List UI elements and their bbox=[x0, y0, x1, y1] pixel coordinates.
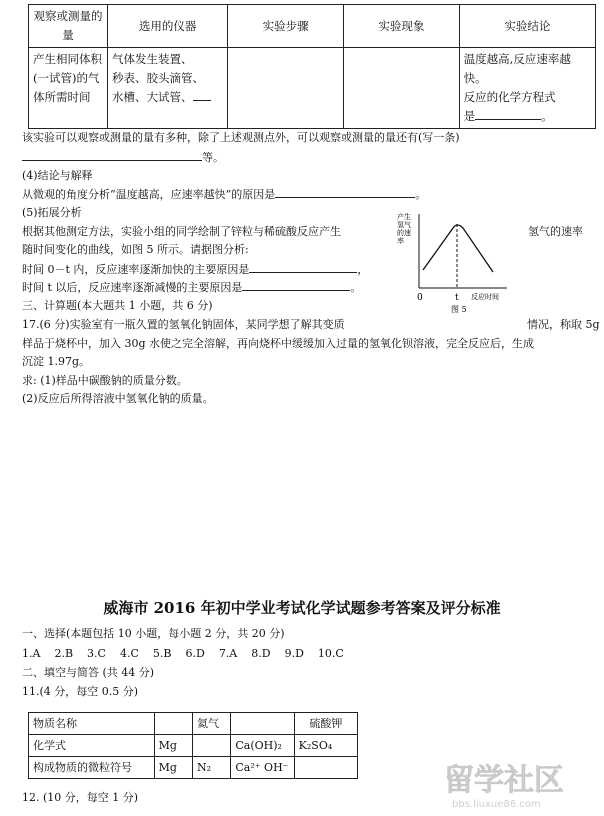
answers-section-1: 一、选择(本题包括 10 小题，每小题 2 分，共 20 分) bbox=[22, 627, 285, 640]
table-cell: N₂ bbox=[192, 757, 230, 779]
instrument-line: 水槽、大试管、 bbox=[112, 88, 223, 107]
table-cell: Ca(OH)₂ bbox=[231, 735, 294, 757]
paragraph-5b: 氢气的速率 bbox=[528, 225, 583, 238]
instruments-cell bbox=[108, 48, 228, 129]
watermark-url: bbs.liuxue86.com bbox=[452, 799, 541, 810]
choice: 1.A bbox=[22, 647, 41, 660]
choice: 2.B bbox=[54, 647, 74, 660]
table-cell: 构成物质的微粒符号 bbox=[29, 757, 155, 779]
conclusion-line: 是 。 bbox=[463, 109, 553, 123]
origin-label: 0 bbox=[417, 293, 423, 303]
choice: 4.C bbox=[119, 647, 139, 660]
table-cell bbox=[154, 713, 192, 735]
table-header: 实验现象 bbox=[343, 5, 459, 48]
section-4-heading: (4)结论与解释 bbox=[22, 169, 93, 182]
table-cell: Mg bbox=[154, 757, 192, 779]
figure-ylabel: 氢气 bbox=[397, 221, 411, 229]
figure-caption: 图 5 bbox=[451, 305, 467, 314]
table-cell bbox=[192, 735, 230, 757]
paragraph-5d: 时间 0－t 内，反应速率逐渐加快的主要原因是 ， bbox=[22, 263, 369, 276]
table-header: 观察或测量的量 bbox=[29, 5, 108, 48]
question-17a: 17.(6 分)实验室有一瓶久置的氢氧化钠固体，某同学想了解其变质 bbox=[22, 318, 345, 331]
question-17c: 样品于烧杯中，加入 30g 水使之完全溶解，再向烧杯中缓缓加入过量的氢氧化钡溶液，完全反应后，生成 bbox=[22, 337, 535, 350]
section-3-heading: 三、计算题(本大题共 1 小题，共 6 分) bbox=[22, 299, 213, 312]
conclusion-line: 反应的化学方程式 bbox=[463, 90, 556, 104]
answer-choices bbox=[22, 646, 344, 662]
choice: 9.D bbox=[284, 647, 304, 660]
figure-ylabel: 率 bbox=[397, 237, 404, 245]
conclusion-line: 快。 bbox=[463, 71, 487, 85]
phenomenon-cell bbox=[343, 48, 459, 129]
question-17e: 求: (1)样品中碳酸钠的质量分数。 bbox=[22, 374, 188, 387]
table-cell: 氦气 bbox=[192, 713, 230, 735]
choice: 8.D bbox=[251, 647, 271, 660]
table-cell bbox=[294, 757, 357, 779]
t-label: t bbox=[455, 293, 459, 303]
paragraph-1a: 该实验可以观察或测量的量有多种，除了上述观测点外，可以观察或测量的量还有(写一条) bbox=[22, 131, 460, 144]
figure-ylabel: 产生 bbox=[397, 213, 411, 221]
table-header: 实验步骤 bbox=[228, 5, 344, 48]
choice: 6.D bbox=[185, 647, 205, 660]
choice: 7.A bbox=[218, 647, 238, 660]
answers-title: 威海市 2016 年初中学业考试化学试题参考答案及评分标准 bbox=[103, 599, 501, 617]
instrument-line: 气体发生装置、 bbox=[112, 52, 193, 66]
choice: 5.B bbox=[152, 647, 172, 660]
paragraph-5e: 时间 t 以后，反应速率逐渐减慢的主要原因是 。 bbox=[22, 281, 362, 294]
table-cell: 化学式 bbox=[29, 735, 155, 757]
answers-section-2: 二、填空与简答 (共 44 分) bbox=[22, 666, 155, 679]
table-cell: K₂SO₄ bbox=[294, 735, 357, 757]
instrument-line: 秒表、胶头滴管、 bbox=[112, 71, 205, 85]
table-header: 实验结论 bbox=[459, 5, 595, 48]
question-11-heading: 11.(4 分，每空 0.5 分) bbox=[22, 685, 139, 698]
steps-cell bbox=[228, 48, 344, 129]
table-cell: Ca²⁺ OH⁻ bbox=[231, 757, 294, 779]
table-cell: 物质名称 bbox=[29, 713, 155, 735]
question-17d: 沉淀 1.97g。 bbox=[22, 355, 91, 368]
figure-ylabel: 的速 bbox=[397, 229, 411, 237]
figure-5-chart bbox=[395, 210, 515, 315]
paragraph-1b: 等。 bbox=[22, 149, 224, 166]
watermark-logo bbox=[440, 752, 600, 812]
question-12-heading: 12. (10 分，每空 1 分) bbox=[22, 791, 139, 804]
paragraph-4: 从微观的角度分析“温度越高，应速率越快”的原因是 。 bbox=[22, 188, 427, 201]
answer-table-11 bbox=[28, 712, 358, 779]
question-17f: (2)反应后所得溶液中氢氧化钠的质量。 bbox=[22, 392, 214, 405]
paragraph-5a: 根据其他测定方法，实验小组的同学绘制了锌粒与稀硫酸反应产生 bbox=[22, 225, 341, 238]
experiment-table bbox=[28, 4, 596, 129]
question-17b: 情况，称取 5g bbox=[527, 318, 600, 331]
watermark-brand: 留学社区 bbox=[444, 763, 564, 798]
section-5-heading: (5)拓展分析 bbox=[22, 206, 82, 219]
table-cell: Mg bbox=[154, 735, 192, 757]
paragraph-5c: 随时间变化的曲线，如图 5 所示。请据图分析: bbox=[22, 243, 249, 256]
conclusion-line: 温度越高,反应速率越 bbox=[463, 52, 571, 66]
table-header: 选用的仪器 bbox=[108, 5, 228, 48]
table-cell bbox=[231, 713, 294, 735]
conclusion-cell bbox=[459, 48, 595, 129]
choice: 10.C bbox=[317, 647, 344, 660]
measure-cell: 产生相同体积(一试管)的气体所需时间 bbox=[29, 48, 108, 129]
rate-curve bbox=[423, 225, 493, 272]
table-cell: 硫酸钾 bbox=[294, 713, 357, 735]
choice: 3.C bbox=[87, 647, 106, 660]
figure-xlabel: 反应时间 bbox=[471, 293, 499, 301]
